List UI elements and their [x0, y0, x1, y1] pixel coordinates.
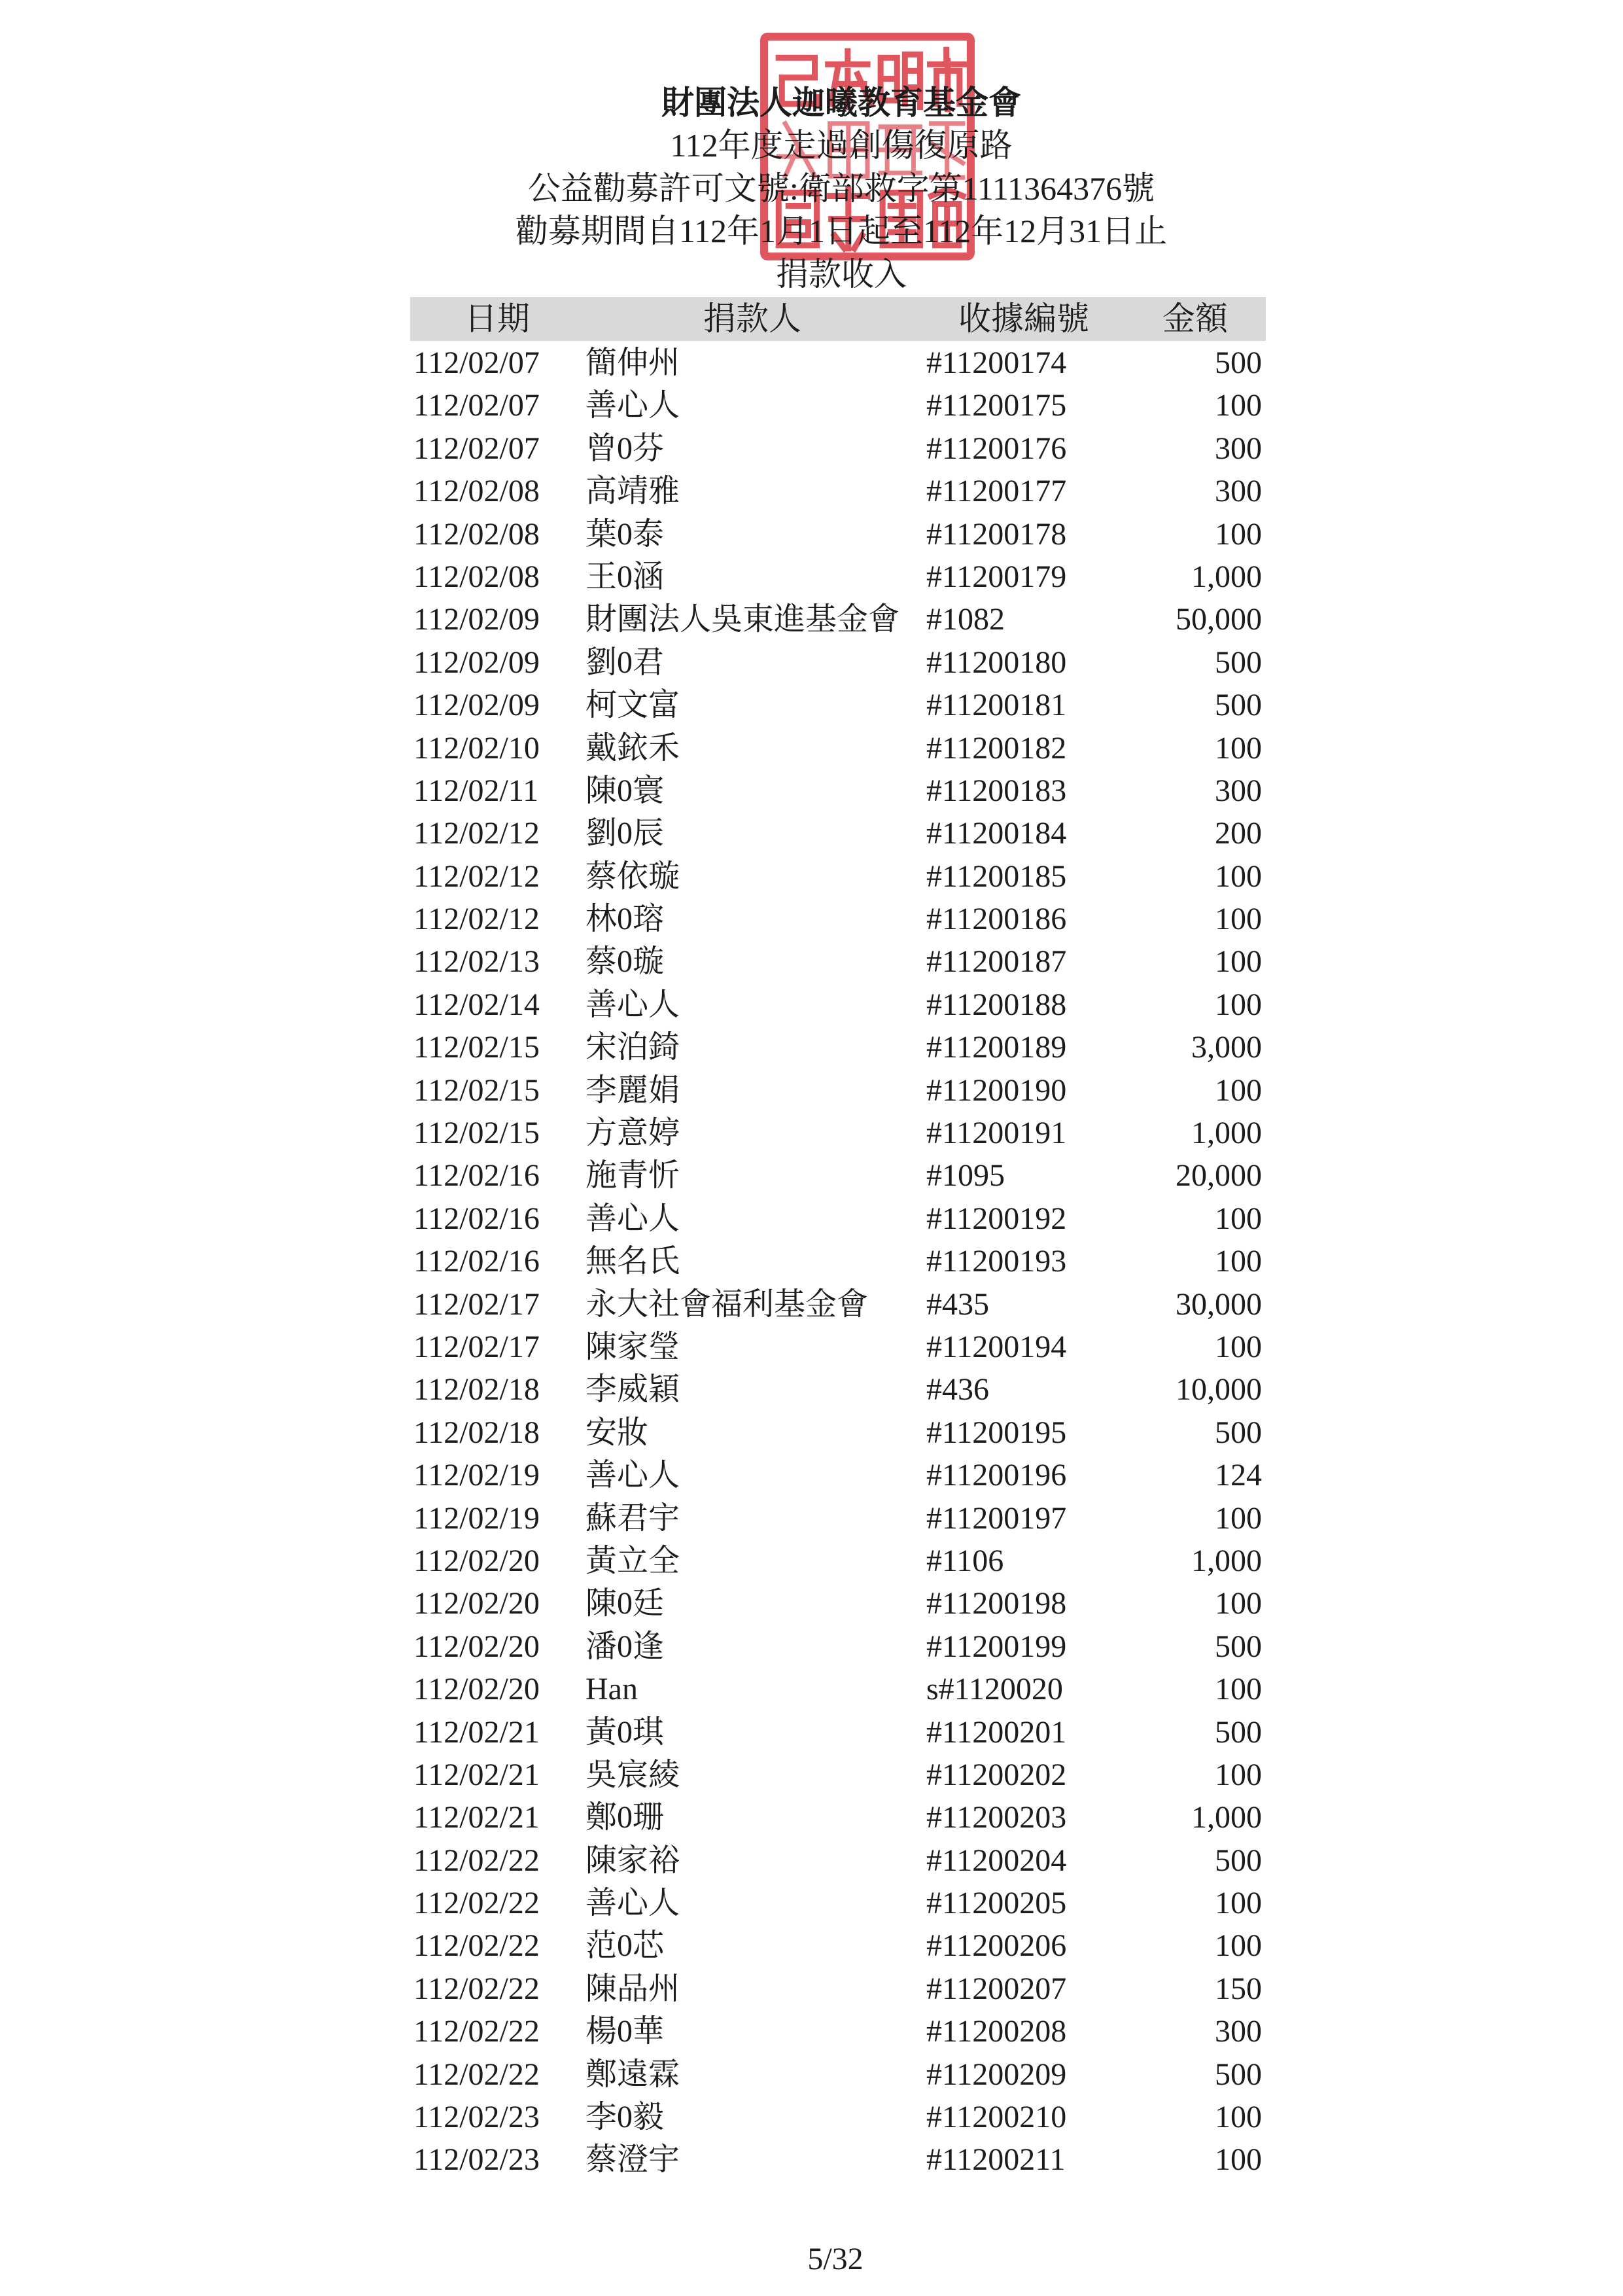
table-row — [0, 898, 1623, 940]
donor-cell: 陳家瑩 — [585, 1329, 680, 1364]
donor-cell: 李麗娟 — [585, 1072, 680, 1108]
date-cell: 112/02/14 — [413, 987, 540, 1022]
date-cell: 112/02/15 — [413, 1030, 540, 1065]
amount-cell: 100 — [1215, 1500, 1262, 1536]
table-row — [0, 513, 1623, 556]
organization-title: 財團法人迦曦教育基金會 — [661, 84, 1021, 121]
date-cell: 112/02/08 — [413, 559, 540, 594]
receipt-cell: #11200202 — [926, 1757, 1067, 1792]
date-cell: 112/02/09 — [413, 688, 540, 723]
receipt-cell: #11200194 — [926, 1329, 1067, 1364]
receipt-cell: #11200191 — [926, 1116, 1067, 1151]
table-row — [0, 1796, 1623, 1839]
amount-cell: 500 — [1215, 1415, 1262, 1450]
date-cell: 112/02/17 — [413, 1329, 540, 1364]
amount-cell: 500 — [1215, 2057, 1262, 2092]
date-cell: 112/02/08 — [413, 474, 540, 509]
amount-cell: 200 — [1215, 816, 1262, 851]
amount-cell: 500 — [1215, 688, 1262, 723]
receipt-cell: #1095 — [926, 1158, 1005, 1193]
date-cell: 112/02/12 — [413, 858, 540, 894]
donor-cell: 吳宸綾 — [585, 1757, 680, 1792]
table-row — [0, 556, 1623, 598]
donor-cell: 永大社會福利基金會 — [585, 1286, 869, 1322]
table-row — [0, 1411, 1623, 1454]
receipt-cell: #11200180 — [926, 645, 1067, 680]
amount-cell: 100 — [1215, 1886, 1262, 1921]
amount-cell: 100 — [1215, 2100, 1262, 2135]
amount-cell: 100 — [1215, 516, 1262, 552]
column-header-amount: 金額 — [1162, 300, 1228, 337]
table-row — [0, 1326, 1623, 1368]
receipt-cell: #11200184 — [926, 816, 1067, 851]
amount-cell: 30,000 — [1176, 1286, 1262, 1322]
receipt-cell: #11200210 — [926, 2100, 1067, 2135]
amount-cell: 300 — [1215, 474, 1262, 509]
receipt-cell: #11200195 — [926, 1415, 1067, 1450]
donor-cell: 黃0琪 — [585, 1714, 665, 1750]
donor-cell: 善心人 — [585, 987, 680, 1022]
amount-cell: 150 — [1215, 1971, 1262, 2006]
donor-cell: 蔡澄宇 — [585, 2142, 680, 2178]
table-row — [0, 769, 1623, 812]
receipt-cell: #11200201 — [926, 1714, 1067, 1750]
donor-cell: 陳品州 — [585, 1971, 680, 2006]
amount-cell: 100 — [1215, 388, 1262, 423]
date-cell: 112/02/12 — [413, 902, 540, 937]
receipt-cell: #11200199 — [926, 1629, 1067, 1664]
amount-cell: 100 — [1215, 1244, 1262, 1279]
date-cell: 112/02/16 — [413, 1244, 540, 1279]
amount-cell: 100 — [1215, 1201, 1262, 1236]
donor-cell: 善心人 — [585, 1458, 680, 1493]
amount-cell: 100 — [1215, 858, 1262, 894]
table-row — [0, 1283, 1623, 1326]
donor-cell: 李0毅 — [585, 2100, 665, 2135]
table-row — [0, 684, 1623, 726]
date-cell: 112/02/16 — [413, 1201, 540, 1236]
table-row — [0, 1069, 1623, 1112]
donor-cell: 劉0君 — [585, 645, 665, 680]
donor-cell: 黃立全 — [585, 1543, 680, 1578]
receipt-cell: #11200189 — [926, 1030, 1067, 1065]
receipt-cell: s#1120020 — [926, 1672, 1063, 1707]
amount-cell: 100 — [1215, 987, 1262, 1022]
donor-cell: 無名氏 — [585, 1244, 680, 1279]
date-cell: 112/02/09 — [413, 602, 540, 637]
donor-cell: 蘇君宇 — [585, 1500, 680, 1536]
date-cell: 112/02/22 — [413, 1928, 540, 1964]
date-cell: 112/02/19 — [413, 1458, 540, 1493]
date-cell: 112/02/20 — [413, 1543, 540, 1578]
receipt-cell: #11200211 — [926, 2142, 1066, 2178]
donor-cell: Han — [585, 1672, 638, 1707]
donor-cell: 財團法人吳東進基金會 — [585, 602, 900, 637]
donor-cell: 戴銥禾 — [585, 730, 680, 766]
receipt-cell: #11200174 — [926, 345, 1067, 380]
column-header-date: 日期 — [464, 300, 530, 337]
amount-cell: 100 — [1215, 1072, 1262, 1108]
column-header-donor: 捐款人 — [703, 300, 801, 337]
donor-cell: 范0芯 — [585, 1928, 665, 1964]
date-cell: 112/02/18 — [413, 1372, 540, 1407]
amount-cell: 100 — [1215, 1757, 1262, 1792]
receipt-cell: #435 — [926, 1286, 989, 1322]
receipt-cell: #11200181 — [926, 688, 1067, 723]
table-row — [0, 940, 1623, 983]
date-cell: 112/02/10 — [413, 730, 540, 766]
date-cell: 112/02/12 — [413, 816, 540, 851]
table-row — [0, 384, 1623, 427]
receipt-cell: #1106 — [926, 1543, 1004, 1578]
receipt-cell: #11200207 — [926, 1971, 1067, 2006]
receipt-cell: #11200190 — [926, 1072, 1067, 1108]
amount-cell: 1,000 — [1191, 1116, 1262, 1151]
amount-cell: 100 — [1215, 902, 1262, 937]
table-row — [0, 1112, 1623, 1154]
amount-cell: 500 — [1215, 1629, 1262, 1664]
donor-cell: 柯文富 — [585, 688, 680, 723]
donor-cell: 宋泊錡 — [585, 1030, 680, 1065]
date-cell: 112/02/22 — [413, 2014, 540, 2049]
table-row — [0, 641, 1623, 684]
amount-cell: 50,000 — [1176, 602, 1262, 637]
table-row — [0, 2138, 1623, 2181]
date-cell: 112/02/07 — [413, 345, 540, 380]
table-row — [0, 855, 1623, 898]
date-cell: 112/02/15 — [413, 1116, 540, 1151]
receipt-cell: #11200208 — [926, 2014, 1067, 2049]
amount-cell: 500 — [1215, 645, 1262, 680]
document-header — [60, 82, 1623, 296]
table-row — [0, 983, 1623, 1026]
date-cell: 112/02/20 — [413, 1586, 540, 1621]
date-cell: 112/02/22 — [413, 1971, 540, 2006]
donor-cell: 方意婷 — [585, 1116, 680, 1151]
receipt-cell: #11200196 — [926, 1458, 1067, 1493]
date-cell: 112/02/16 — [413, 1158, 540, 1193]
donor-cell: 王0涵 — [585, 559, 665, 594]
table-row — [0, 1968, 1623, 2010]
date-cell: 112/02/22 — [413, 2057, 540, 2092]
amount-cell: 1,000 — [1191, 559, 1262, 594]
date-cell: 112/02/20 — [413, 1629, 540, 1664]
receipt-cell: #11200185 — [926, 858, 1067, 894]
receipt-cell: #11200209 — [926, 2057, 1067, 2092]
table-row — [0, 1454, 1623, 1496]
amount-cell: 1,000 — [1191, 1543, 1262, 1578]
date-cell: 112/02/21 — [413, 1757, 540, 1792]
receipt-cell: #11200178 — [926, 516, 1067, 552]
table-row — [0, 1711, 1623, 1754]
receipt-cell: #11200206 — [926, 1928, 1067, 1964]
table-row — [0, 598, 1623, 641]
amount-cell: 100 — [1215, 1928, 1262, 1964]
date-cell: 112/02/15 — [413, 1072, 540, 1108]
column-header-receipt: 收據編號 — [958, 300, 1089, 337]
date-cell: 112/02/18 — [413, 1415, 540, 1450]
receipt-cell: #11200187 — [926, 944, 1067, 980]
amount-cell: 1,000 — [1191, 1800, 1262, 1835]
receipt-cell: #11200193 — [926, 1244, 1067, 1279]
receipt-cell: #11200176 — [926, 431, 1067, 466]
amount-cell: 100 — [1215, 730, 1262, 766]
date-cell: 112/02/23 — [413, 2100, 540, 2135]
table-row — [0, 1839, 1623, 1882]
donor-cell: 李威穎 — [585, 1372, 680, 1407]
table-row — [0, 1924, 1623, 1967]
amount-cell: 3,000 — [1191, 1030, 1262, 1065]
date-cell: 112/02/07 — [413, 388, 540, 423]
table-row — [0, 1625, 1623, 1668]
table-row — [0, 1197, 1623, 1240]
donor-cell: 劉0辰 — [585, 816, 665, 851]
amount-cell: 100 — [1215, 1329, 1262, 1364]
date-cell: 112/02/17 — [413, 1286, 540, 1322]
table-row — [0, 2010, 1623, 2053]
donor-cell: 陳0廷 — [585, 1586, 665, 1621]
receipt-cell: #11200183 — [926, 773, 1067, 808]
receipt-cell: #11200179 — [926, 559, 1067, 594]
fundraising-period: 勸募期間自112年1月1日起至112年12月31日止 — [515, 213, 1168, 250]
receipt-cell: #11200192 — [926, 1201, 1067, 1236]
table-row — [0, 470, 1623, 512]
donor-cell: 蔡0璇 — [585, 944, 665, 980]
donor-cell: 鄭遠霖 — [585, 2057, 680, 2092]
table-row — [0, 342, 1623, 384]
amount-cell: 100 — [1215, 1672, 1262, 1707]
project-title: 112年度走過創傷復原路 — [670, 127, 1013, 164]
amount-cell: 124 — [1215, 1458, 1262, 1493]
section-title: 捐款收入 — [776, 255, 907, 292]
donor-cell: 施青忻 — [585, 1158, 680, 1193]
table-row — [0, 1540, 1623, 1582]
amount-cell: 500 — [1215, 1714, 1262, 1750]
amount-cell: 100 — [1215, 2142, 1262, 2178]
amount-cell: 10,000 — [1176, 1372, 1262, 1407]
donor-cell: 林0瑢 — [585, 902, 665, 937]
date-cell: 112/02/21 — [413, 1714, 540, 1750]
receipt-cell: #11200177 — [926, 474, 1067, 509]
table-row — [0, 1582, 1623, 1625]
page-number: 5/32 — [807, 2242, 864, 2276]
donor-cell: 鄭0珊 — [585, 1800, 665, 1835]
receipt-cell: #11200186 — [926, 902, 1067, 937]
amount-cell: 500 — [1215, 345, 1262, 380]
donor-cell: 簡伸州 — [585, 345, 680, 380]
receipt-cell: #11200198 — [926, 1586, 1067, 1621]
donor-cell: 安妝 — [585, 1415, 649, 1450]
receipt-cell: #11200205 — [926, 1886, 1067, 1921]
table-row — [0, 1754, 1623, 1796]
amount-cell: 100 — [1215, 1586, 1262, 1621]
amount-cell: 300 — [1215, 2014, 1262, 2049]
date-cell: 112/02/23 — [413, 2142, 540, 2178]
receipt-cell: #11200175 — [926, 388, 1067, 423]
table-row — [0, 1668, 1623, 1710]
donor-cell: 葉0泰 — [585, 516, 665, 552]
table-row — [0, 1240, 1623, 1282]
donor-cell: 陳0寰 — [585, 773, 665, 808]
donor-cell: 善心人 — [585, 1886, 680, 1921]
donor-cell: 曾0芬 — [585, 431, 665, 466]
donor-cell: 楊0華 — [585, 2014, 665, 2049]
amount-cell: 100 — [1215, 944, 1262, 980]
donor-cell: 蔡依璇 — [585, 858, 680, 894]
receipt-cell: #11200204 — [926, 1843, 1067, 1878]
table-row — [0, 2053, 1623, 2096]
permit-number: 公益勸募許可文號:衛部救字第1111364376號 — [527, 169, 1155, 207]
date-cell: 112/02/22 — [413, 1843, 540, 1878]
donor-cell: 善心人 — [585, 388, 680, 423]
table-row — [0, 1154, 1623, 1197]
table-header — [410, 297, 1266, 341]
table-row — [0, 1368, 1623, 1411]
donor-cell: 高靖雅 — [585, 474, 680, 509]
amount-cell: 20,000 — [1176, 1158, 1262, 1193]
date-cell: 112/02/13 — [413, 944, 540, 980]
date-cell: 112/02/07 — [413, 431, 540, 466]
date-cell: 112/02/20 — [413, 1672, 540, 1707]
table-row — [0, 1026, 1623, 1069]
receipt-cell: #1082 — [926, 602, 1005, 637]
receipt-cell: #11200188 — [926, 987, 1067, 1022]
donor-cell: 陳家裕 — [585, 1843, 680, 1878]
table-row — [0, 727, 1623, 769]
table-row — [0, 2096, 1623, 2138]
date-cell: 112/02/19 — [413, 1500, 540, 1536]
date-cell: 112/02/21 — [413, 1800, 540, 1835]
amount-cell: 300 — [1215, 431, 1262, 466]
date-cell: 112/02/22 — [413, 1886, 540, 1921]
date-cell: 112/02/09 — [413, 645, 540, 680]
amount-cell: 500 — [1215, 1843, 1262, 1878]
date-cell: 112/02/11 — [413, 773, 539, 808]
table-row — [0, 1497, 1623, 1540]
donor-cell: 潘0逢 — [585, 1629, 665, 1664]
donation-table — [0, 342, 1623, 2181]
table-row — [0, 812, 1623, 855]
receipt-cell: #11200197 — [926, 1500, 1067, 1536]
table-row — [0, 427, 1623, 470]
table-row — [0, 1882, 1623, 1924]
receipt-cell: #436 — [926, 1372, 989, 1407]
donor-cell: 善心人 — [585, 1201, 680, 1236]
receipt-cell: #11200203 — [926, 1800, 1067, 1835]
date-cell: 112/02/08 — [413, 516, 540, 552]
receipt-cell: #11200182 — [926, 730, 1067, 766]
amount-cell: 300 — [1215, 773, 1262, 808]
